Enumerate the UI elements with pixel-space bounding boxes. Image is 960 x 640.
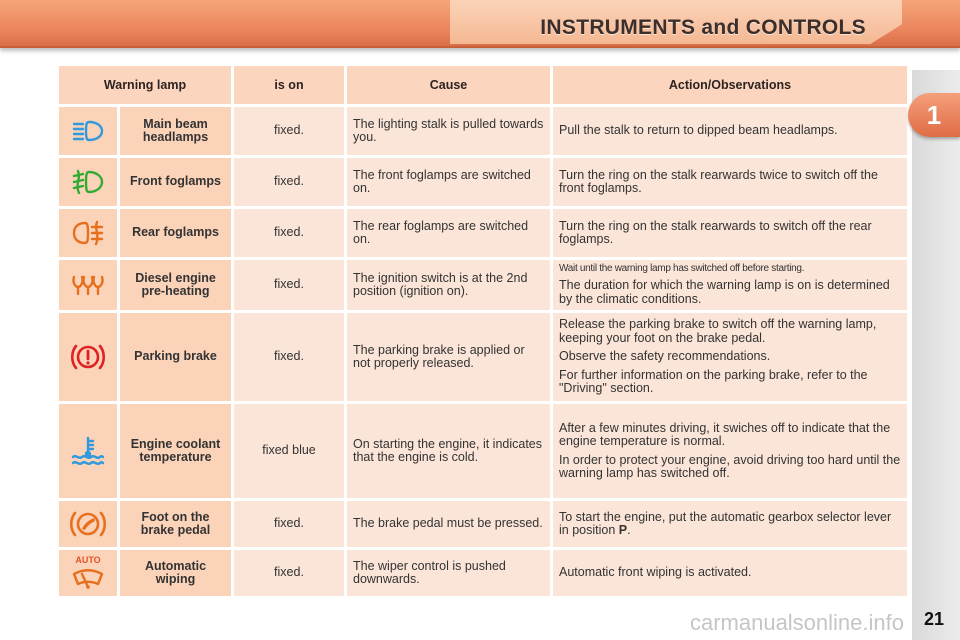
lamp-cause: The brake pedal must be pressed. xyxy=(347,501,550,547)
action-text: Observe the safety recommendations. xyxy=(559,349,771,364)
page-number: 21 xyxy=(923,609,944,629)
action-text: For further information on the parking brake, refer to the "Driving" section. xyxy=(559,367,868,396)
lamp-cause: The parking brake is applied or not properly released. xyxy=(347,313,550,401)
action-prefix: To start the engine, put the automatic gearbox selector lever in position xyxy=(559,509,892,537)
lamp-name: Front foglamps xyxy=(120,158,231,206)
lamp-is-on: fixed. xyxy=(234,209,344,257)
lamp-action xyxy=(553,550,907,596)
lamp-cause: On starting the engine, it indicates that the engine is cold. xyxy=(347,404,550,498)
rear-foglamp-icon xyxy=(71,219,105,247)
lamp-cause: The rear foglamps are switched on. xyxy=(347,209,550,257)
action-text: After a few minutes driving, it swiches off to indicate that the engine temperature is normal. xyxy=(559,420,891,448)
chapter-tab[interactable]: 1 xyxy=(908,93,960,137)
icon-cell xyxy=(59,404,117,498)
watermark: carmanualsonline.info xyxy=(689,610,904,635)
icon-cell xyxy=(59,260,117,310)
lamp-is-on: fixed. xyxy=(234,501,344,547)
lamp-is-on: fixed. xyxy=(234,313,344,401)
lamp-action xyxy=(553,501,907,547)
table-header-row xyxy=(59,66,907,104)
action-text: The duration for which the warning lamp is on is determined by the climatic conditions. xyxy=(559,278,890,306)
gear-position: P xyxy=(618,523,628,537)
header-warning-lamp: Warning lamp xyxy=(59,66,231,104)
action-text: Automatic front wiping is activated. xyxy=(559,565,752,580)
action-text xyxy=(559,511,901,538)
lamp-cause: The lighting stalk is pulled towards you. xyxy=(347,107,550,155)
icon-cell xyxy=(59,209,117,257)
lamp-action xyxy=(553,313,907,401)
icon-cell xyxy=(59,550,117,596)
lamp-name: Foot on the brake pedal xyxy=(120,501,231,547)
page-title: INSTRUMENTS and CONTROLS xyxy=(540,16,866,39)
action-note: Wait until the warning lamp has switched off before starting. xyxy=(559,262,805,274)
lamp-cause: The ignition switch is at the 2nd position (ignition on). xyxy=(347,260,550,310)
lamp-name: Automatic wiping xyxy=(120,550,231,596)
icon-cell xyxy=(59,313,117,401)
action-text: Release the parking brake to switch off the warning lamp, keeping your foot on the brake pedal. xyxy=(559,317,877,345)
main-beam-icon xyxy=(71,118,105,144)
auto-label: AUTO xyxy=(75,555,101,566)
lamp-name: Main beam headlamps xyxy=(120,107,231,155)
preheating-icon xyxy=(70,273,106,297)
lamp-is-on: fixed blue xyxy=(234,404,344,498)
action-text: Turn the ring on the stalk rearwards twice to switch off the front foglamps. xyxy=(559,167,878,195)
lamp-is-on: fixed. xyxy=(234,107,344,155)
lamp-cause: The front foglamps are switched on. xyxy=(347,158,550,206)
lamp-action xyxy=(553,404,907,498)
table-row xyxy=(59,313,907,401)
lamp-name: Engine coolant temperature xyxy=(120,404,231,498)
lamp-is-on: fixed. xyxy=(234,260,344,310)
header-cause: Cause xyxy=(347,66,550,104)
action-text: Turn the ring on the stalk rearwards to switch off the rear foglamps. xyxy=(559,218,872,246)
table-row xyxy=(59,158,907,206)
action-text: Pull the stalk to return to dipped beam headlamps. xyxy=(559,123,838,138)
icon-cell xyxy=(59,107,117,155)
lamp-name: Parking brake xyxy=(120,313,231,401)
header-action: Action/Observations xyxy=(553,66,907,104)
table-row xyxy=(59,404,907,498)
header-is-on: is on xyxy=(234,66,344,104)
table-row xyxy=(59,260,907,310)
action-suffix: . xyxy=(627,523,631,537)
lamp-action xyxy=(553,158,907,206)
lamp-cause: The wiper control is pushed downwards. xyxy=(347,550,550,596)
lamp-name: Diesel engine pre-heating xyxy=(120,260,231,310)
lamp-name: Rear foglamps xyxy=(120,209,231,257)
table-row xyxy=(59,107,907,155)
side-strip xyxy=(912,70,960,640)
lamp-is-on: fixed. xyxy=(234,550,344,596)
lamp-action xyxy=(553,107,907,155)
parking-brake-icon xyxy=(70,342,106,372)
foot-on-brake-icon xyxy=(69,509,107,539)
automatic-wiping-icon xyxy=(71,568,105,590)
table-row xyxy=(59,550,907,596)
front-foglamp-icon xyxy=(71,168,105,196)
lamp-is-on: fixed. xyxy=(234,158,344,206)
icon-cell xyxy=(59,501,117,547)
action-text: In order to protect your engine, avoid driving too hard until the warning lamp has switched off. xyxy=(559,452,901,480)
table-row xyxy=(59,501,907,547)
coolant-temperature-icon xyxy=(70,435,106,467)
icon-cell xyxy=(59,158,117,206)
lamp-action xyxy=(553,260,907,310)
table-row xyxy=(59,209,907,257)
warning-lamp-table xyxy=(56,63,910,599)
lamp-action xyxy=(553,209,907,257)
